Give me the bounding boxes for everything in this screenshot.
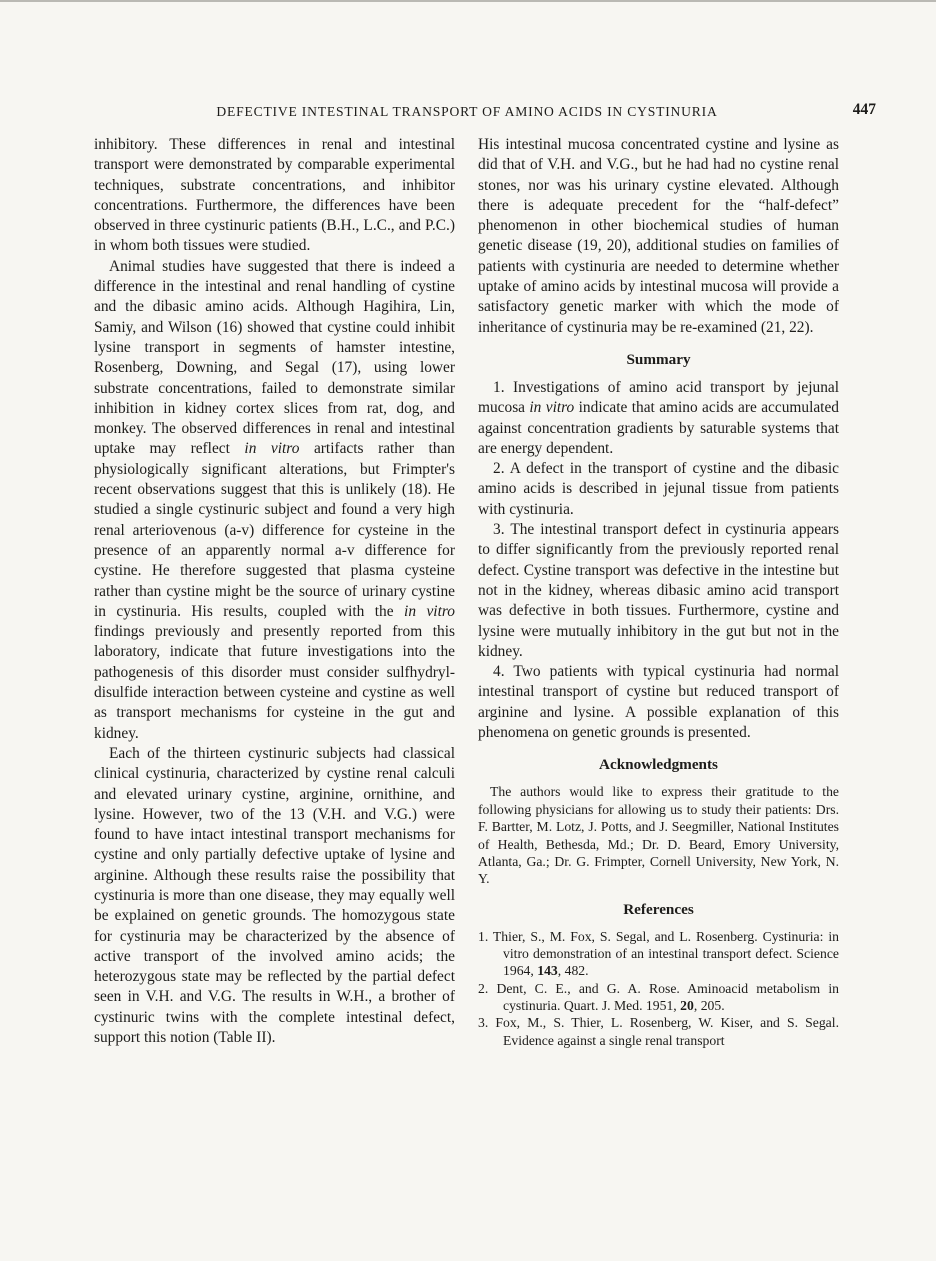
two-column-body [94,135,840,1049]
paragraph: The authors would like to express their gratitude to the following physicians for allowing us to study their patients: Drs. F. Bartter, M. Lotz, J. Potts, and J. Seegmiller, National Institutes of Health, Bethesda, Md.; Dr. D. Beard, Emory University, Atlanta, Ga.; Dr. G. Frimpter, Cornell University, New York, N. Y. [478,784,839,887]
paragraph: inhibitory. These differences in renal and intestinal transport were demonstrated by comparable experimental techniques, substrate concentrations, and inhibitor concentrations. Furthermore, the differences have been observed in three cystinuric patients (B.H., L.C., and P.C.) in whom both tissues were studied. [94,136,455,255]
paragraph: His intestinal mucosa concentrated cystine and lysine as did that of V.H. and V.G., but he had had no cystine renal stones, nor was his urinary cystine elevated. Although there is adequate precedent for the “half-defect” phenomenon in other biochemical studies of human genetic disease (19, 20), additional studies on families of patients with cystinuria are needed to determine whether uptake of amino acids by intestinal mucosa will provide a satisfactory genetic marker with which the mode of inheritance of cystinuria may be re-examined (21, 22). [478,136,839,336]
scan-edge-artifact [0,0,936,2]
page-header [94,101,876,120]
reference-item: 1. Thier, S., M. Fox, S. Segal, and L. Rosenberg. Cystinuria: in vitro demonstration of an intestinal transport defect. Science 1964, 143, 482. [478,928,839,979]
page-number: 447 [852,101,876,118]
paragraph: 4. Two patients with typical cystinuria had normal intestinal transport of cystine but reduced transport of arginine and lysine. A possible explanation of this phenomena on genetic grounds is presented. [478,663,839,742]
page-content [94,101,876,1049]
section-heading: Summary [626,350,691,368]
running-title: DEFECTIVE INTESTINAL TRANSPORT OF AMINO ACIDS IN CYSTINURIA [216,104,718,119]
reference-item: 2. Dent, C. E., and G. A. Rose. Aminoacid metabolism in cystinuria. Quart. J. Med. 1951, 20, 205. [478,980,839,1013]
paragraph: Each of the thirteen cystinuric subjects had classical clinical cystinuria, characterized by cystine renal calculi and elevated urinary cystine, arginine, ornithine, and lysine. However, two of the 13 (V.H. and V.G.) were found to have intact intestinal transport mechanisms for cystine and only partially defective uptake of lysine and arginine. Although these results raise the possibility that cystinuria is more than one disease, they may equally well be explained on genetic grounds. The homozygous state for cystinuria may be characterized by the absence of active transport of the involved amino acids; the heterozygous state may be reflected by the partial defect seen in V.H. and V.G. The results in W.H., a brother of cystinuric twins with the complete intestinal defect, support this notion (Table II). [94,744,455,1047]
section-heading: Acknowledgments [599,756,718,774]
left-column [94,135,455,1049]
paragraph: 1. Investigations of amino acid transport by jejunal mucosa in vitro indicate that amino acids are accumulated against concentration gradients by saturable systems that are energy dependent. [478,378,839,457]
reference-item: 3. Fox, M., S. Thier, L. Rosenberg, W. Kiser, and S. Segal. Evidence against a single renal transport [478,1015,839,1048]
right-column [478,135,839,1049]
paragraph: Animal studies have suggested that there is indeed a difference in the intestinal and renal handling of cystine and the dibasic amino acids. Although Hagihira, Lin, Samiy, and Wilson (16) showed that cystine could inhibit lysine transport in segments of hamster intestine, Rosenberg, Downing, and Segal (17), using lower substrate concentrations, failed to demonstrate similar inhibition in kidney cortex slices from rat, dog, and monkey. The observed differences in renal and intestinal uptake may reflect in vitro artifacts rather than physiologically significant alterations, but Frimpter's recent observations suggest that this is unlikely (18). He studied a single cystinuric subject and found a very high renal arteriovenous (a-v) difference for cysteine in the presence of an apparently normal a-v difference for cystine. He therefore suggested that plasma cysteine rather than cystine might be the source of urinary cystine in cystinuria. His results, coupled with the in vitro findings previously and presently reported from this laboratory, indicate that future investigations into the pathogenesis of this disorder must consider sulfhydryl-disulfide interaction between cysteine and cystine as well as transport mechanisms for cysteine in the gut and kidney. [94,257,455,742]
paragraph: 2. A defect in the transport of cystine and the dibasic amino acids is described in jejunal tissue from patients with cystinuria. [478,460,839,518]
paragraph: 3. The intestinal transport defect in cystinuria appears to differ significantly from the previously reported renal defect. Cystine transport was defective in the intestine but not in the kidney, whereas dibasic amino acid transport was defective in both tissues. Furthermore, cystine and lysine were mutually inhibitory in the gut but not in the kidney. [478,521,839,660]
section-heading: References [623,900,694,918]
